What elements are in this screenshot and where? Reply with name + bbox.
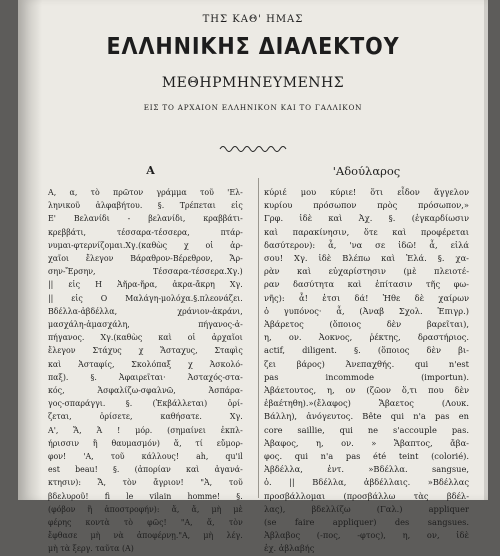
text-line: ὁ γυπόνος· ἆ, (Ἀναβ Σχολ. Ἐπιγρ.): [264, 305, 469, 316]
text-line: Βδέλλα-ἀβδέλλα, χράνιον-ἀκράνι,: [48, 305, 243, 316]
text-line: καὶ Ἀσταφίς, Σκολόπαξ χ Ἀσκολό-: [48, 358, 243, 369]
text-line: καὶ παρακίνησιν, ὅτε καὶ προφέρεται: [264, 226, 469, 237]
text-line: ρὰν καὶ εὐχαρίστησιν (μὲ πλειοτέ-: [264, 266, 469, 277]
text-line: pas incommode (importun).: [264, 371, 469, 382]
text-line: est beau! §. (ἀπορίαν καὶ ἀγανά-: [48, 464, 243, 475]
text-line: προσβάλλομαι (προσβάλλω τὰς βδέλ-: [264, 490, 469, 501]
text-line: σην-Ἔρσην, Τέσσαρα-τέσσερα.Χγ.): [48, 266, 243, 277]
text-line: φον! 'Α, τοῦ κάλλους! ah, qu'il: [48, 451, 243, 462]
text-line: κρεββάτι, τέσσαρα-τέσσερα, πτάρ-: [48, 226, 243, 237]
column-rule: [258, 178, 259, 498]
text-line: ραν δασύτητα καὶ ἐπίτασιν τῆς φω-: [264, 279, 469, 290]
text-line: σου! Χγ. ἰδὲ Βλέπω καὶ Ἐλά. §. χα-: [264, 253, 469, 264]
ornament-divider: [218, 143, 288, 155]
left-column: [48, 158, 253, 556]
text-line: ἐχ. ἀβλαβής: [264, 543, 315, 554]
letter-heading: Α: [146, 164, 155, 177]
text-line: βδελυροῦ! fi le vilain homme! §.: [48, 490, 243, 501]
text-line: Γρφ. ἰδὲ καὶ Ἀχ. §. (ἐγκαρδίωσιν: [264, 213, 469, 224]
text-line: λας), βδελλίζω (Γαλ.) appliquer: [264, 503, 469, 514]
text-line: Α', Ἄ, Ἀ ! μόρ. (σημαίνει ἐκπλ-: [48, 424, 243, 435]
text-line: actif, diligent. §. (ὅποιος δὲν βι-: [264, 345, 469, 356]
text-line: κυρίου πρόσωπον πρὸς πρόσωπον,»: [264, 200, 469, 211]
text-line: ληνικοῦ ἀλφαβήτου. §. Τρέπεται εἰς: [48, 200, 243, 211]
text-line: Ἀβλαβος (-πος, -φτος), η, ον, ἰδὲ: [264, 530, 469, 541]
text-line: ήρισσιν ἢ θαυμασμόν) ἄ, τί εὔμορ-: [48, 437, 243, 448]
text-line: φος. qui n'a pas été teint (colorié).: [264, 451, 469, 462]
text-line: Ἀβαφος, η, ον. » Ἄβαπτος, ἄβα-: [264, 437, 469, 448]
text-line: ἔλεγον Στάχυς χ Ἄσταχυς, Σταφὶς: [48, 345, 243, 356]
text-line: ἔφθασε μὴ νὰ ἀποφέρνῃ."Α, μὴ λέγ.: [48, 530, 243, 541]
text-line: παξ). §. Ἀφαιρεῖται· Ἀσταχός-στα-: [48, 371, 243, 382]
text-line: μὴ τὰ ξεργ. ταῦτα (Α): [48, 543, 134, 554]
text-line: || εἰς Ο Μαλάγη-μολόχα.§.πλεονάζει.: [48, 292, 243, 303]
text-line: η, ον. Ἀοκνος, ῥέκτης, δραστήριος.: [264, 332, 469, 343]
text-line: νυμαι-φτερνίζομαι.Χγ.(καθὼς χ οἱ ἀρ-: [48, 239, 243, 250]
title-line-3: ΜΕΘΗΡΜΗΝΕΥΜΕΝΗΣ: [161, 75, 345, 91]
text-line: Ε' Βελανίδι - βελανίδι, κραββάτι-: [48, 213, 243, 224]
title-line-4: ΕΙΣ ΤΟ ΑΡΧΑΙΟΝ ΕΛΛΗΝΙΚΟΝ ΚΑΙ ΤΟ ΓΑΛΛΙΚΟΝ: [143, 103, 363, 112]
text-line: (φόβον ἢ ἀποστροφήν): ἄ, ἄ, μὴ μὲ: [48, 503, 243, 514]
right-column-text: [264, 186, 469, 556]
title-line-1: ΤΗΣ ΚΑΘ' ΗΜΑΣ: [202, 14, 304, 25]
text-line: ἐβαέτηθη).»(ἔλαφος) Ἄβαετος (Λουκ.: [264, 398, 469, 409]
text-line: || εἰς Η Ἀῆρα-ἤρα, ἀκρα-ἄκρη Χγ.: [48, 279, 243, 290]
text-line: ζει βάρος) Ἀνεπαχθής. qui n'est: [264, 358, 469, 369]
text-line: πήγανος. Χγ.(καθὼς καὶ οἱ ἀρχαῖοι: [48, 332, 243, 343]
text-line: μασχάλη-ἀμασχάλη, πήγανος-ἀ-: [48, 319, 243, 330]
left-column-text: [48, 186, 253, 556]
text-line: χαῖοι ἔλεγον Βάραθρον-Βέρεθρον, Ἄρ-: [48, 253, 243, 264]
text-line: Ἀβάρετος (ὅποιος δὲν βαρεῖται),: [264, 319, 469, 330]
text-line: ὁ. || Βδέλλα, ἀβδέλλαις. »Βδέλλας: [264, 477, 469, 488]
text-line: Βάλλη), ἀνόγευτος. Bête qui n'a pas en: [264, 411, 469, 422]
text-line: ζεται, ὁρίσετε, καθήσατε. Χγ.: [48, 411, 243, 422]
text-line: κός, Ἀσφαλίζω-σφαλνῶ, Ἀσπάρα-: [48, 385, 243, 396]
text-line: γος-σπαράγγι. §. (Ἐκβάλλεται) ὁρί-: [48, 398, 243, 409]
dictionary-page: [18, 0, 488, 554]
text-line: νῆς): ἆ! ἐτσι δά! Ἡθε δὲ χαίρων: [264, 292, 469, 303]
text-line: κτησιν): Ἄ, τὸν ἄγριον! "Ἀ, τοῦ: [48, 477, 243, 488]
title-line-2: ΕΛΛΗΝΙΚΗΣ ΔΙΑΛΕΚΤΟΥ: [106, 34, 400, 60]
text-line: κύριέ μου κύριε! ὅτι εἶδον ἄγγελον: [264, 187, 469, 197]
text-line: δασύτερον): ἆ, 'να σε ἰδῶ! ἆ, εἰλά: [264, 239, 469, 250]
right-column: [264, 158, 469, 556]
text-line: Α, α, τὸ πρῶτον γράμμα τοῦ 'Ελ-: [48, 187, 243, 197]
text-line: (se faire appliquer) des sangsues.: [264, 517, 469, 528]
text-line: Ἀβδέλλα, ἐντ. »Βδέλλα. sangsue,: [264, 464, 469, 475]
text-line: φέρης κοντὰ τὸ φῶς! "Α, ἄ, τὸν: [48, 517, 243, 528]
text-line: Ἀβάετουτος, η, ον (ζῶον ὅ,τι που δὲν: [264, 385, 469, 396]
running-head: 'Αδούλαρος: [332, 164, 401, 178]
text-line: core saillie, qui ne s'accouple pas.: [264, 424, 469, 435]
